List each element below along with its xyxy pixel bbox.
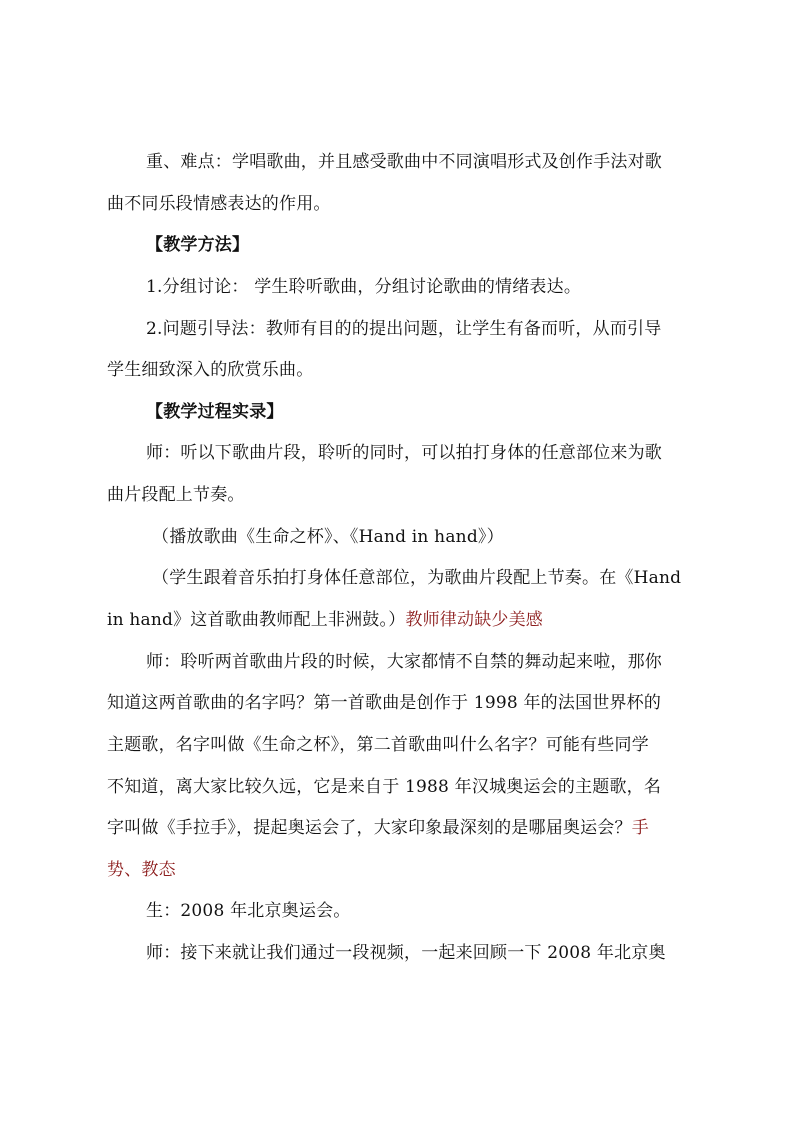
student-answer: 生：2008 年北京奥运会。 — [146, 901, 351, 921]
teacher-2-line-2: 知道这两首歌曲的名字吗？第一首歌曲是创作于 1998 年的法国世界杯的 — [107, 693, 662, 713]
teacher-3-line-1: 师：接下来就让我们通过一段视频，一起来回顾一下 2008 年北京奥 — [146, 943, 666, 963]
teacher-1-line-2: 曲片段配上节奏。 — [107, 485, 245, 505]
teaching-comment-2-end: 势、教态 — [107, 860, 176, 880]
methods-heading: 【教学方法】 — [146, 235, 250, 255]
process-heading: 【教学过程实录】 — [146, 402, 284, 422]
method-1: 1.分组讨论： 学生聆听歌曲，分组讨论歌曲的情绪表达。 — [146, 277, 582, 297]
student-note-text: in hand》这首歌曲教师配上非洲鼓。） — [107, 610, 406, 630]
teaching-comment-2-start: 手 — [631, 818, 649, 838]
student-note-line-2 — [107, 609, 543, 631]
key-points-line-1: 重、难点：学唱歌曲，并且感受歌曲中不同演唱形式及创作手法对歌 — [146, 152, 662, 172]
method-2-line-1: 2.问题引导法：教师有目的的提出问题，让学生有备而听，从而引导 — [146, 319, 662, 339]
student-note-line-1: （学生跟着音乐拍打身体任意部位，为歌曲片段配上节奏。在《Hand — [152, 568, 682, 588]
play-note: （播放歌曲《生命之杯》、《Hand in hand》） — [152, 527, 504, 547]
teacher-2-line-3: 主题歌，名字叫做《生命之杯》，第二首歌曲叫什么名字？可能有些同学 — [107, 735, 649, 755]
teacher-2-line-1: 师：聆听两首歌曲片段的时候，大家都情不自禁的舞动起来啦，那你 — [146, 652, 662, 672]
teacher-2-line-4: 不知道，离大家比较久远，它是来自于 1988 年汉城奥运会的主题歌，名 — [107, 777, 662, 797]
teacher-2-line-5 — [107, 817, 649, 839]
teacher-1-line-1: 师：听以下歌曲片段，聆听的同时，可以拍打身体的任意部位来为歌 — [146, 443, 662, 463]
key-points-line-2: 曲不同乐段情感表达的作用。 — [107, 194, 331, 214]
teaching-comment-1: 教师律动缺少美感 — [405, 610, 544, 630]
teacher-2-text: 字叫做《手拉手》，提起奥运会了，大家印象最深刻的是哪届奥运会？ — [107, 818, 632, 838]
method-2-line-2: 学生细致深入的欣赏乐曲。 — [107, 360, 314, 380]
